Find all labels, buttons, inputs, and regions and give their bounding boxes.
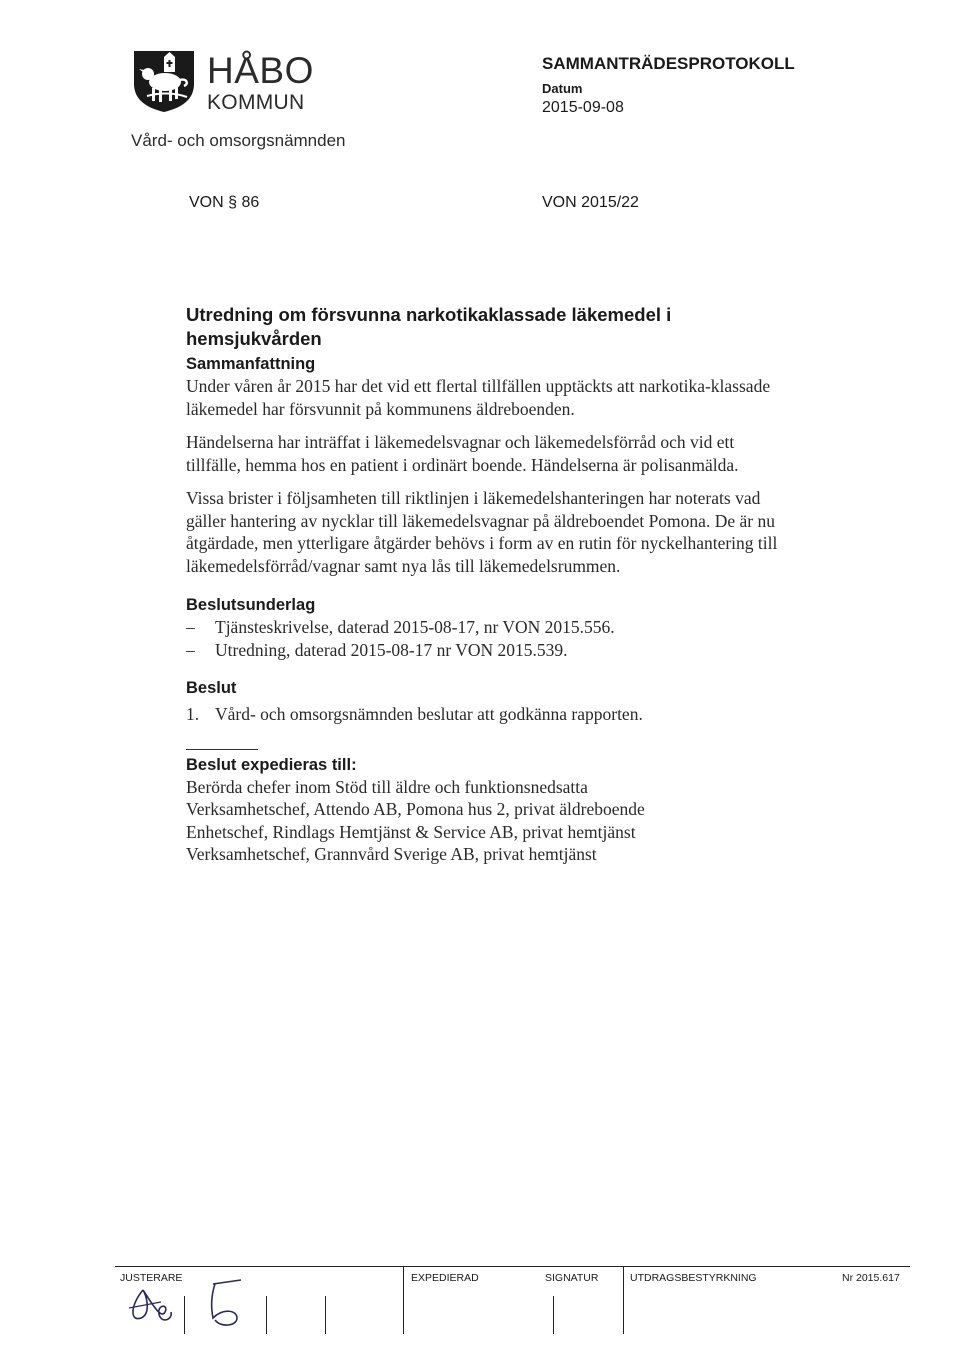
- justerare-label: JUSTERARE: [120, 1272, 183, 1284]
- summary-heading: Sammanfattning: [186, 355, 316, 373]
- signature-divider: [623, 1266, 624, 1334]
- dash-marker: –: [186, 639, 195, 660]
- dispatch-recipient: Enhetschef, Rindlags Hemtjänst & Service AB, privat hemtjänst: [186, 821, 636, 842]
- signature-divider: [325, 1296, 326, 1334]
- dash-marker: –: [186, 617, 195, 637]
- signatur-label: SIGNATUR: [545, 1272, 599, 1284]
- document-title: Utredning om försvunna narkotikaklassade läkemedel i hemsjukvården: [186, 304, 672, 349]
- number-marker: 1.: [186, 704, 200, 724]
- decision-heading: Beslut: [186, 679, 237, 697]
- decision-list: [186, 703, 786, 726]
- organization-subtitle: KOMMUN: [207, 91, 305, 114]
- handwritten-initials-1: [121, 1282, 181, 1332]
- dispatch-recipient: Verksamhetschef, Grannvård Sverige AB, privat hemtjänst: [186, 844, 597, 864]
- main-content: [186, 303, 786, 866]
- section-reference: VON § 86: [189, 194, 260, 211]
- summary-paragraph-1: Under våren år 2015 har det vid ett flertal tillfällen upptäckts att narkotika-klassade läkemedel har försvunnit på kommunens äldreboenden.: [186, 376, 771, 419]
- list-item: [186, 639, 786, 662]
- dispatch-heading: Beslut expedieras till:: [186, 755, 357, 774]
- document-type: SAMMANTRÄDESPROTOKOLL: [542, 54, 795, 73]
- organization-name: HÅBO: [207, 50, 314, 91]
- decision-item-text: Vård- och omsorgsnämnden beslutar att godkänna rapporten.: [215, 704, 643, 724]
- handwritten-initials-2: [201, 1274, 251, 1330]
- summary-paragraph-3: Vissa brister i följsamheten till riktlinjen i läkemedelshanteringen har noterats vad gäller hantering av nycklar till läkemedelsvagnar på äldreboendet Pomona. De är nu åtgärdade, men ytterligare åtgärder behövs i form av en rutin för nyckelhantering till läkemedelsförråd/vagnar samt nya lås till läkemedelsrummen.: [186, 488, 778, 576]
- signature-divider: [553, 1296, 554, 1334]
- summary-paragraph-2: Händelserna har inträffat i läkemedelsvagnar och läkemedelsförråd och vid ett tillfälle, hemma hos en patient i ordinärt boende. Händelserna är polisanmälda.: [186, 432, 739, 475]
- expedierad-label: EXPEDIERAD: [411, 1272, 479, 1284]
- basis-heading: Beslutsunderlag: [186, 596, 316, 614]
- committee-name: Vård- och omsorgsnämnden: [131, 131, 346, 150]
- basis-item-text: Tjänsteskrivelse, daterad 2015-08-17, nr VON 2015.556.: [215, 617, 615, 637]
- signature-footer: [115, 1266, 910, 1336]
- dispatch-recipient: Verksamhetschef, Attendo AB, Pomona hus 2, privat äldreboende: [186, 799, 645, 819]
- document-number: Nr 2015.617: [842, 1272, 900, 1284]
- dispatch-recipient: Berörda chefer inom Stöd till äldre och funktionsnedsatta: [186, 776, 588, 797]
- signature-divider: [403, 1266, 404, 1334]
- divider: [186, 749, 258, 750]
- list-item: [186, 703, 786, 726]
- habo-coat-of-arms-icon: [131, 48, 197, 114]
- footer-rule: [115, 1266, 910, 1267]
- basis-item-text: Utredning, daterad 2015-08-17 nr VON 2015.539.: [215, 639, 568, 660]
- basis-list: [186, 616, 786, 661]
- list-item: [186, 616, 786, 639]
- case-reference: VON 2015/22: [542, 194, 639, 211]
- utdrag-label: UTDRAGSBESTYRKNING: [630, 1272, 757, 1284]
- date-label: Datum: [542, 81, 583, 96]
- signature-divider: [266, 1296, 267, 1334]
- signature-divider: [184, 1296, 185, 1334]
- date-value: 2015-09-08: [542, 99, 624, 116]
